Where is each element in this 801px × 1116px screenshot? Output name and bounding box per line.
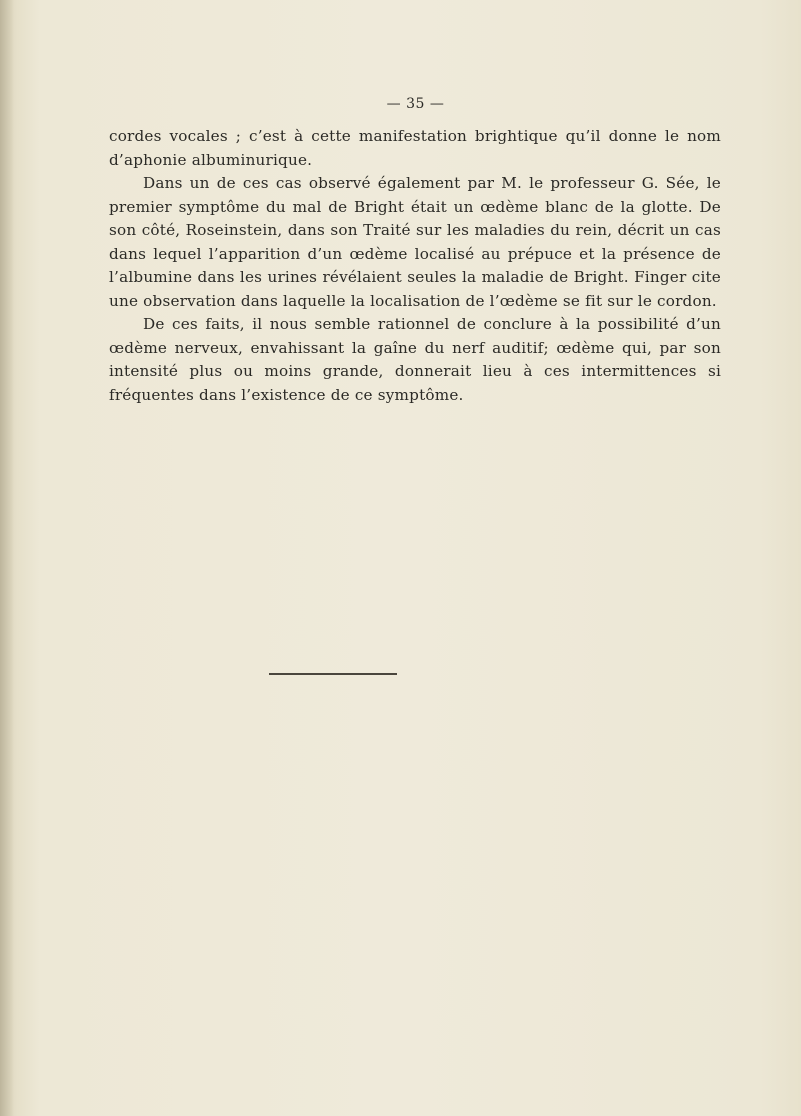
paragraph-1: cordes vocales ; c’est à cette manifestation brightique qu’il donne le nom d’aphonie albuminurique. xyxy=(109,127,721,169)
paragraph-3: De ces faits, il nous semble rationnel de conclure à la possibilité d’un œdème nerveux, envahissant la gaîne du nerf auditif; œdème qui, par son intensité plus ou moins grande, donnerait lieu à ces intermittences si fréquentes dans l’existence de ce symptôme. xyxy=(109,315,721,404)
page-number: — 35 — xyxy=(386,96,445,112)
section-end-rule xyxy=(269,673,397,675)
page-binding-shadow xyxy=(0,0,14,1116)
body-text xyxy=(109,125,721,407)
paragraph-2: Dans un de ces cas observé également par M. le professeur G. Sée, le premier symptôme du mal de Bright était un œdème blanc de la glotte. De son côté, Roseinstein, dans son Traité sur les maladies du rein, décrit un cas dans lequel l’apparition d’un œdème localisé au prépuce et la présence de l’albumine dans les urines révélaient seules la maladie de Bright. Finger cite une observation dans laquelle la localisation de l’œdème se fit sur le cordon. xyxy=(109,174,721,310)
